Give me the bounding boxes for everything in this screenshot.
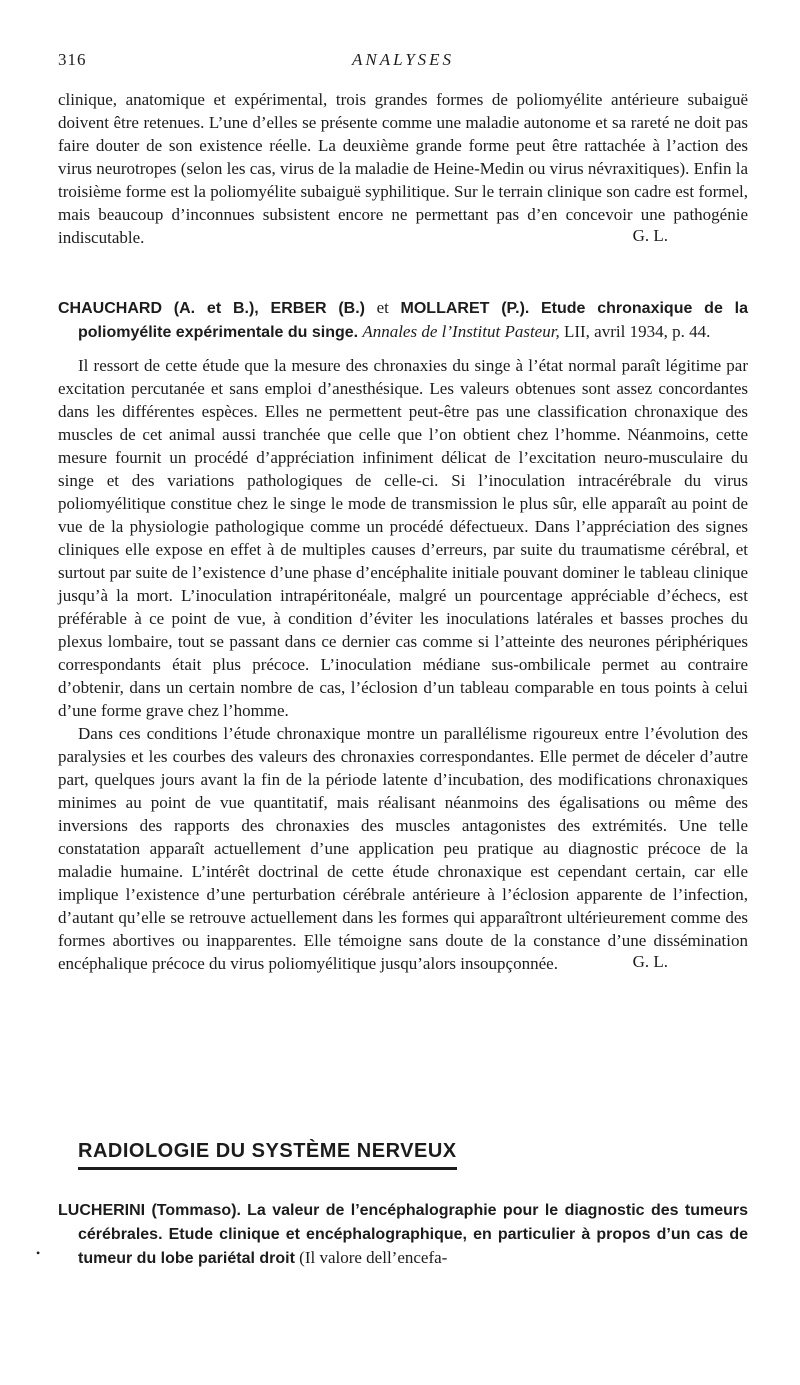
section-title: RADIOLOGIE DU SYSTÈME NERVEUX: [78, 1140, 457, 1170]
entry-authors: CHAUCHARD (A. et B.), ERBER (B.): [58, 300, 366, 317]
entry-authors-join: et: [365, 298, 401, 317]
entry2-heading-text: [58, 1198, 748, 1270]
entry2-authors: LUCHERINI (Tommaso).: [58, 1202, 241, 1219]
entry2-title: La valeur de l’encéphalographie pour le diagnostic des tumeurs cérébrales. Etude clinique et encéphalographique, en particulier à propos d’un cas de tumeur du lobe pariétal droit: [78, 1202, 749, 1267]
entry-citation: LII, avril 1934, p. 44.: [563, 322, 711, 341]
entry-journal: Annales de l’Institut Pasteur,: [362, 322, 560, 341]
entry-lucherini: [58, 1198, 748, 1270]
entry-title: Etude chronaxique de la poliomyélite expérimentale du singe.: [78, 300, 748, 341]
page-header: [58, 50, 748, 74]
top-paragraph-block: [58, 88, 748, 246]
top-paragraph: clinique, anatomique et expérimental, trois grandes formes de poliomyélite antérieure subaiguë doivent être retenues. L’une d’elles se présente comme une maladie autonome et sa rareté ne doit pas faire douter de son existence réelle. La deuxième grande forme peut être rattachée à l’action des virus neurotropes (selon les cas, virus de la maladie de Heine-Medin ou virus névraxitiques). Enfin la troisième forme est la poliomyélite subaiguë syphilitique. Sur le terrain clinique son cadre est formel, mais beaucoup d’inconnues subsistent encore ne permettant pas d’en concevoir une pathogénie indiscutable.: [58, 90, 748, 247]
entry-authors-2: MOLLARET (P.).: [400, 300, 530, 317]
running-title: ANALYSES: [351, 50, 455, 69]
entry2-tail: (Il valore dell’encefa-: [294, 1248, 448, 1267]
entry-chauchard: [58, 296, 748, 972]
page-number: 316: [58, 50, 87, 69]
margin-mark: •: [36, 1246, 41, 1260]
entry-heading-text: [58, 296, 748, 344]
top-signature: G. L.: [632, 226, 668, 245]
entry2-heading: [58, 1198, 748, 1270]
entry-paragraph-2: Dans ces conditions l’étude chronaxique montre un parallélisme rigoureux entre l’évolution des paralysies et les courbes des valeurs des chronaxies correspondantes. Elle permet de déceler d’autre part, quelques jours avant la fin de la période latente d’incubation, des modifications chronaxiques minimes au point de vue quantitatif, mais réalisant néanmoins des égalisations ou même des inversions des rapports des chronaxies des muscles antagonistes des extrémités. Une telle constatation apparaît actuellement d’une application peu pratique au diagnostic précoce de la maladie humaine. L’intérêt doctrinal de cette étude chronaxique est cependant certain, car elle implique l’existence d’une perturbation cérébrale antérieure à l’éclosion apparente de l’infection, d’autant qu’elle se retrouve actuellement dans les formes qui apparaîtront ultérieurement comme des formes abortives ou inapparentes. Elle témoigne sans doute de la constance d’une dissémination encéphalique précoce du virus poliomyélitique jusqu’alors insoupçonnée.: [58, 724, 748, 973]
entry-heading: [58, 296, 748, 344]
entry-paragraph-1: Il ressort de cette étude que la mesure des chronaxies du singe à l’état normal paraît légitime par excitation percutanée et sans emploi d’anesthésique. Les valeurs obtenues sont assez concordantes dans les différentes espèces. Elles ne permettent peut-être pas une classification chronaxique des muscles de cet animal aussi tranchée que celle que l’on obtient chez l’homme. Néanmoins, cette mesure fournit un procédé d’appréciation infiniment délicat de l’excitation neuro-musculaire du singe et des variations pathologiques de celle-ci. Si l’inoculation intracérébrale du virus poliomyélitique constitue chez le singe le mode de transmission le plus sûr, elle apparaît au point de vue de la physiologie pathologique comme un procédé défectueux. Dans l’appréciation des signes cliniques elle expose en effet à de multiples causes d’erreurs, par suite du traumatisme cérébral, et surtout par suite de l’existence d’une phase d’encéphalite initiale pouvant dominer le tableau clinique jusqu’à la mort. L’inoculation intrapéritonéale, malgré un pourcentage appréciable d’échecs, est préférable à ce point de vue, à condition d’éviter les inoculations latérales et basses proches du plexus lombaire, tout se passant dans ce dernier cas comme si l’atteinte des neurones périphériques correspondants était plus précoce. L’inoculation médiane sus-ombilicale permet au contraire d’obtenir, dans un certain nombre de cas, l’éclosion d’un tableau comparable en tous points à celui d’une forme grave chez l’homme.: [58, 356, 748, 720]
entry-signature: G. L.: [632, 952, 668, 971]
